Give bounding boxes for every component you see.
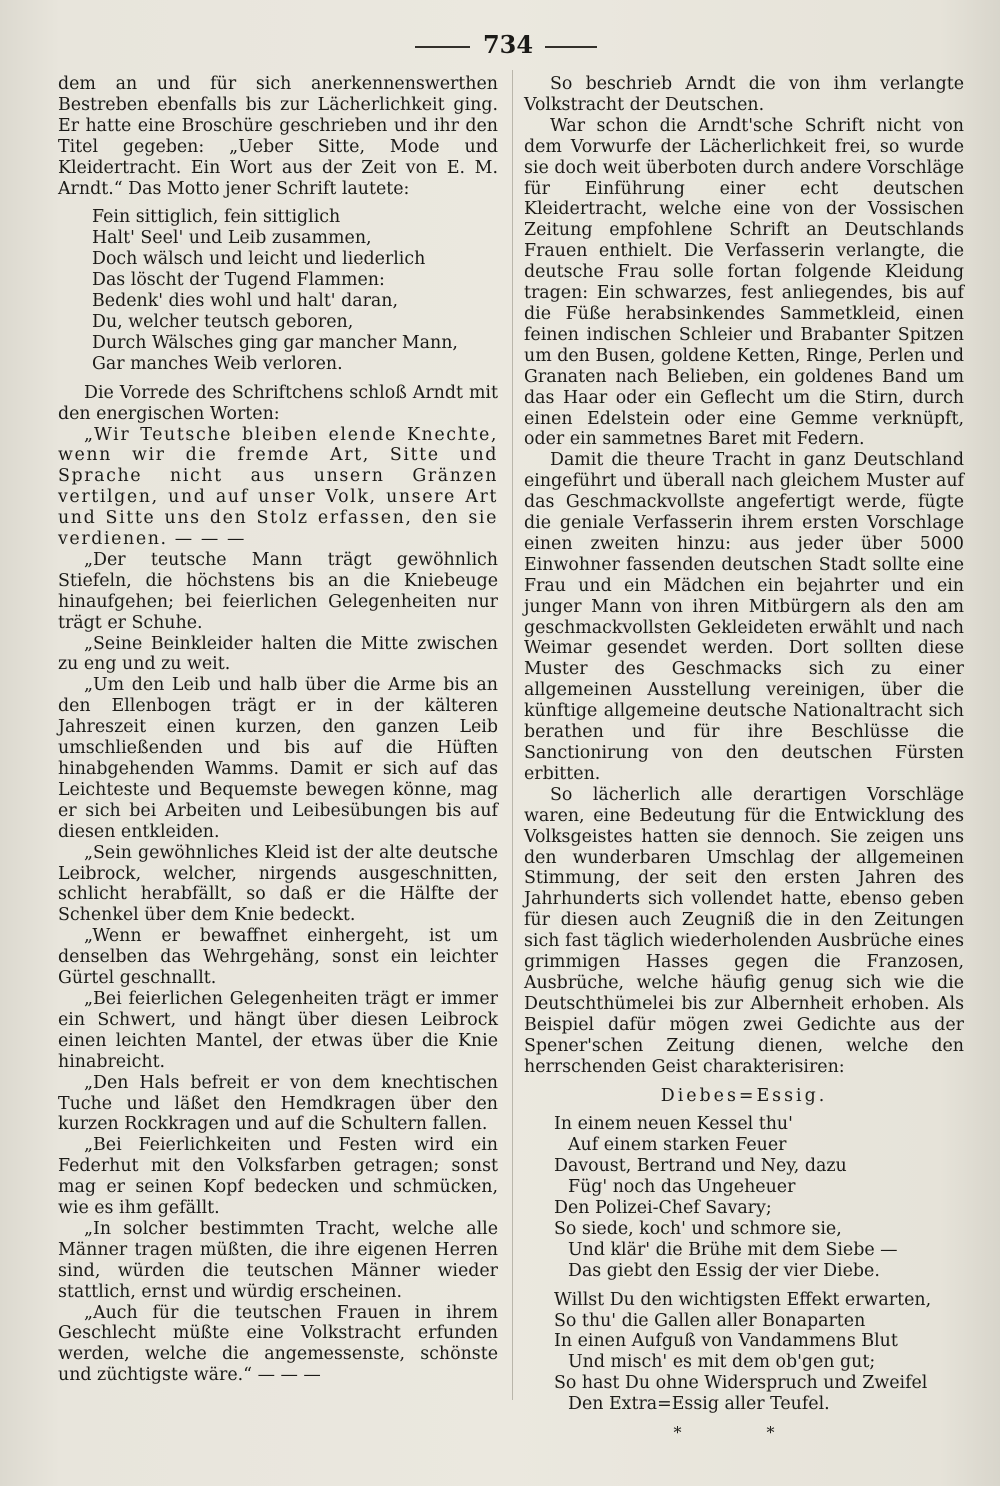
paragraph: „Seine Beinkleider halten die Mitte zwischen zu eng und zu weit.: [58, 633, 498, 675]
verse-line: So siede, koch' und schmore sie,: [554, 1218, 842, 1239]
verse-line: So hast Du ohne Widerspruch und Zweifel: [554, 1373, 928, 1394]
left-column: [58, 74, 498, 1386]
verse-line: Auf einem starken Feuer: [568, 1135, 787, 1156]
paragraph: „In solcher bestimmten Tracht, welche alle Männer tragen müßten, die ihre eigenen Herren sind, würden die teutschen Männer wieder stattlich, ernst und würdig erscheinen.: [58, 1218, 498, 1302]
paragraph: So lächerlich alle derartigen Vorschläge waren, eine Bedeutung für die Entwicklung des Volksgeistes hatten sie dennoch. Sie zeigen uns den wunderbaren Umschlag der allgemeinen Stimmung, der seit den ersten Jahren des Jahrhunderts sich vollendet hatte, ebenso geben für diesen auch Zeugniß die in den Zeitungen sich fast täglich wiederholenden Ausbrüche eines grimmigen Hasses gegen die Franzosen, Ausbrüche, welche häufig genug sich wie die Deutschthümelei bis zur Albernheit erhoben. Als Beispiel dafür mögen zwei Gedichte aus der Spener'schen Zeitung dienen, welche den herrschenden Geist charakterisiren:: [524, 784, 964, 1077]
verse-line: Doch wälsch und leicht und liederlich: [92, 249, 426, 270]
verse-line: So thu' die Gallen aller Bonaparten: [554, 1310, 866, 1331]
page-number: 734: [482, 30, 534, 59]
paragraph: „Bei feierlichen Gelegenheiten trägt er immer ein Schwert, und hängt über diesen Leibrock einen leichten Mantel, der etwas über die Knie hinabreicht.: [58, 988, 498, 1072]
verse-line: Das löscht der Tugend Flammen:: [92, 270, 385, 291]
motto-verse: [58, 207, 498, 374]
verse-line: Fein sittiglich, fein sittiglich: [92, 207, 341, 228]
quoted-emphasis-paragraph: „Wir Teutsche bleiben elende Knechte, wenn wir die fremde Art, Sitte und Sprache nicht aus unsern Gränzen vertilgen, und auf unser Volk, unsere Art und Sitte uns den Stolz erfassen, den sie verdienen. — — —: [58, 424, 498, 550]
verse-line: Und misch' es mit dem ob'gen gut;: [568, 1352, 876, 1373]
verse-line: In einem neuen Kessel thu': [554, 1114, 793, 1135]
verse-line: Halt' Seel' und Leib zusammen,: [92, 228, 372, 249]
verse-line: Füg' noch das Ungeheuer: [568, 1177, 796, 1198]
verse-line: Davoust, Bertrand und Ney, dazu: [554, 1156, 847, 1177]
verse-line: In einen Aufguß von Vandammens Blut: [554, 1331, 898, 1352]
verse-line: Den Extra=Essig aller Teufel.: [568, 1394, 830, 1415]
verse-line: Willst Du den wichtigsten Effekt erwarten,: [554, 1289, 932, 1310]
verse-line: Bedenk' dies wohl und halt' daran,: [92, 291, 399, 312]
verse-line: Durch Wälsches ging gar mancher Mann,: [92, 332, 458, 353]
verse-line: Gar manches Weib verloren.: [92, 353, 343, 374]
header-rule-left: [415, 46, 470, 48]
paragraph: „Um den Leib und halb über die Arme bis an den Ellenbogen trägt er in der kälteren Jahreszeit einen kurzen, den ganzen Leib umschließenden und bis auf die Hüften hinabgehenden Wamms. Damit er sich auf das Leichteste und Bequemste bewegen könne, mag er sich bei Arbeiten und Leibesübungen bis auf diesen entkleiden.: [58, 675, 498, 842]
paragraph: „Bei Feierlichkeiten und Festen wird ein Federhut mit den Volksfarben getragen; sonst mag er seinen Kopf bedecken und schmücken, wie es ihm gefällt.: [58, 1135, 498, 1219]
paragraph: Die Vorrede des Schriftchens schloß Arndt mit den energischen Worten:: [58, 382, 498, 424]
poem-stanza-2: [524, 1290, 964, 1415]
paragraph: So beschrieb Arndt die von ihm verlangte Volkstracht der Deutschen.: [524, 74, 964, 115]
header-rule-right: [545, 46, 597, 48]
column-divider: [512, 70, 513, 1400]
paragraph: „Auch für die teutschen Frauen in ihrem Geschlecht müßte eine Volkstracht erfunden werden, welche die angemessenste, schönste und züchtigste wäre.“ — — —: [58, 1302, 498, 1386]
paragraph: „Wenn er bewaffnet einhergeht, ist um denselben das Wehrgehäng, sonst ein leichter Gürtel geschnallt.: [58, 926, 498, 989]
paragraph: Damit die theure Tracht in ganz Deutschland eingeführt und überall nach gleichem Muster auf das Geschmackvollste angefertigt werde, fügte die geniale Verfasserin ihrem ersten Vorschlage einen zweiten hinzu: aus jeder über 5000 Einwohner fassenden deutschen Stadt sollte eine Frau und ein Mädchen ein bejahrter und ein junger Mann von ihren Mitbürgern als den am geschmackvollsten Gekleideten erwählt und nach Weimar gesendet werden. Dort sollten diese Muster des Geschmacks sich zu einer allgemeinen Ausstellung vereinigen, über die künftige allgemeine deutsche Nationaltracht sich berathen und für ihre Beschlüsse die Sanctionirung von den deutschen Fürsten erbitten.: [524, 450, 964, 784]
paragraph: War schon die Arndt'sche Schrift nicht von dem Vorwurfe der Lächerlichkeit frei, so wurde sie doch weit überboten durch andere Vorschläge für Einführung einer echt deutschen Kleidertracht, welche eine von der Vossischen Zeitung empfohlene Schrift an Deutschlands Frauen enthielt. Die Verfasserin verlangte, die deutsche Frau solle fortan folgende Kleidung tragen: Ein schwarzes, fest anliegendes, bis auf die Füße herabsinkendes Sammetkleid, einen feinen indischen Schleier und Brabanter Spitzen um den Busen, goldene Ketten, Ringe, Perlen und Granaten nach Belieben, ein goldenes Band um das Haar oder ein Geflecht um die Stirn, durch einen Edelstein oder eine Gemme verknüpft, oder ein sammetnes Baret mit Federn.: [524, 115, 964, 450]
paragraph: „Den Hals befreit er von dem knechtischen Tuche und läßet den Hemdkragen über den kurzen Rockkragen und auf die Schultern fallen.: [58, 1072, 498, 1135]
poem-stanza-1: [524, 1114, 964, 1281]
paragraph: „Der teutsche Mann trägt gewöhnlich Stiefeln, die höchstens bis an die Kniebeuge hinaufgehen; bei feierlichen Gelegenheiten nur trägt er Schuhe.: [58, 549, 498, 633]
verse-line: Das giebt den Essig der vier Diebe.: [568, 1260, 880, 1281]
verse-line: Und klär' die Brühe mit dem Siebe —: [568, 1239, 898, 1260]
verse-line: Du, welcher teutsch geboren,: [92, 311, 354, 332]
poem-title: Diebes=Essig.: [660, 1085, 828, 1106]
section-end-asterisks: * *: [673, 1423, 815, 1443]
verse-line: Den Polizei-Chef Savary;: [554, 1198, 772, 1219]
paragraph: dem an und für sich anerkennenswerthen Bestreben ebenfalls bis zur Lächerlichkeit ging. Er hatte eine Broschüre geschrieben und ihr den Titel gegeben: „Ueber Sitte, Mode und Kleidertracht. Ein Wort aus der Zeit von E. M. Arndt.“ Das Motto jener Schrift lautete:: [58, 74, 498, 199]
paragraph: „Sein gewöhnliches Kleid ist der alte deutsche Leibrock, welcher, nirgends ausgeschnitten, schlicht herabfällt, so daß er die Hälfte der Schenkel über dem Knie bedeckt.: [58, 842, 498, 926]
right-column: [524, 74, 964, 1444]
page-header: [0, 30, 1000, 60]
